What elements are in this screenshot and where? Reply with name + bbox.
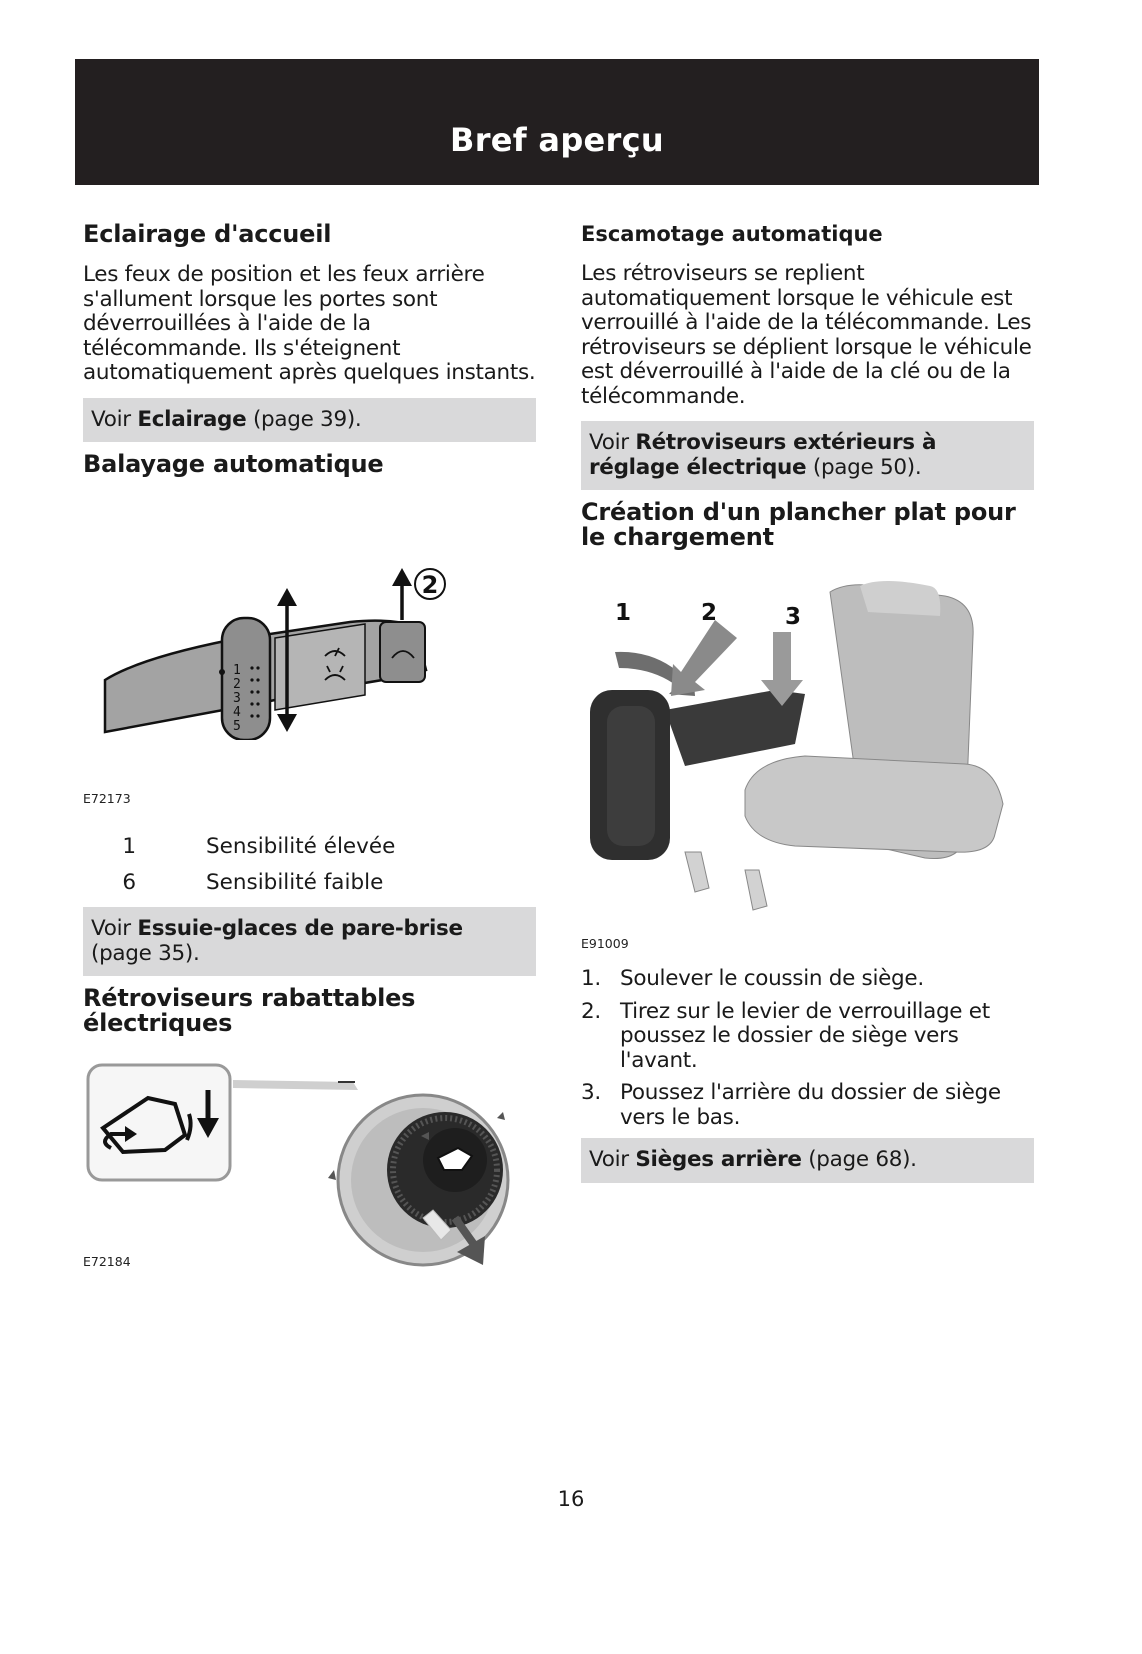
seat-base: [745, 756, 1003, 852]
arrow-2: [671, 620, 737, 696]
list-item: 3. Poussez l'arrière du dossier de siège vers le bas.: [581, 1080, 1001, 1130]
heading-eclairage-accueil: Eclairage d'accueil: [83, 220, 332, 248]
heading-escamotage-automatique: Escamotage automatique: [581, 222, 883, 246]
reference-box-sieges-arriere: Voir Sièges arrière (page 68).: [581, 1138, 1034, 1183]
seat-step-label-2: 2: [701, 600, 718, 626]
reference-link-essuie-glaces[interactable]: Essuie-glaces de pare-brise: [137, 916, 463, 941]
reference-box-retroviseurs: Voir Rétroviseurs extérieurs à réglage électrique (page 50).: [581, 421, 1034, 490]
rotary-collar: [222, 618, 270, 740]
heading-retroviseurs-rabattables: Rétroviseurs rabattables électriques: [83, 984, 416, 1037]
paragraph-eclairage-accueil: Les feux de position et les feux arrière s'allument lorsque les portes sont déverrouillées à l'aide de la télécommande. Ils s'éteignent automatiquement après quelques instants.: [83, 262, 536, 385]
figure-code-e72173: E72173: [83, 791, 131, 806]
seat-step-label-3: 3: [785, 604, 802, 630]
reference-box-essuie-glaces: Voir Essuie-glaces de pare-brise (page 35).: [83, 907, 536, 976]
figure-code-e72184: E72184: [83, 1254, 131, 1269]
paragraph-escamotage: Les rétroviseurs se replient automatiquement lorsque le véhicule est verrouillé à l'aide de la télécommande. Les rétroviseurs se déplient lorsque le véhicule est déverrouillé à l'aide de la clé ou de la télécommande.: [581, 261, 1032, 409]
reference-link-retroviseurs[interactable]: Rétroviseurs extérieurs à réglage électrique: [589, 430, 937, 480]
rear-seat-figure: [585, 580, 1025, 940]
push-arrow-head: [392, 568, 412, 586]
heading-balayage-automatique: Balayage automatique: [83, 450, 384, 478]
page-title: Bref aperçu: [450, 121, 664, 159]
arrow-up-head: [277, 588, 297, 606]
left-column: [83, 222, 536, 477]
list-item: 2. Tirez sur le levier de verrouillage et poussez le dossier de siège vers l'avant.: [581, 998, 990, 1073]
reference-link-eclairage[interactable]: Eclairage: [137, 406, 247, 432]
page-number: 16: [557, 1487, 585, 1511]
scale-digit-4: 4: [233, 705, 241, 720]
scale-digit-3: 3: [233, 691, 241, 706]
seat-step-label-1: 1: [615, 600, 632, 626]
reference-box-eclairage: Voir Eclairage (page 39).: [83, 398, 536, 443]
arrow-down-head: [277, 714, 297, 732]
scale-digit-2: 2: [233, 677, 241, 692]
figure-code-e91009: E91009: [581, 936, 629, 951]
scale-digit-5: 5: [233, 719, 241, 734]
steps-list: [581, 967, 1034, 1130]
wiper-end-cap: [380, 622, 425, 682]
callout-2-label: 2: [421, 571, 439, 599]
page-header: [75, 59, 1039, 185]
reference-link-sieges-arriere[interactable]: Sièges arrière: [635, 1147, 802, 1172]
heading-plancher-plat: Création d'un plancher plat pour le chargement: [581, 498, 1016, 551]
legend-number: 1: [122, 834, 136, 859]
mirror-fold-figure: [83, 1060, 523, 1270]
wiper-stalk-figure: [100, 560, 460, 740]
legend-text: Sensibilité élevée: [206, 834, 396, 859]
scale-digit-1: 1: [233, 663, 241, 678]
right-column: [581, 222, 1034, 550]
legend-number: 6: [122, 870, 136, 895]
list-item: 1. Soulever le coussin de siège.: [581, 966, 924, 991]
legend-text: Sensibilité faible: [206, 870, 384, 895]
